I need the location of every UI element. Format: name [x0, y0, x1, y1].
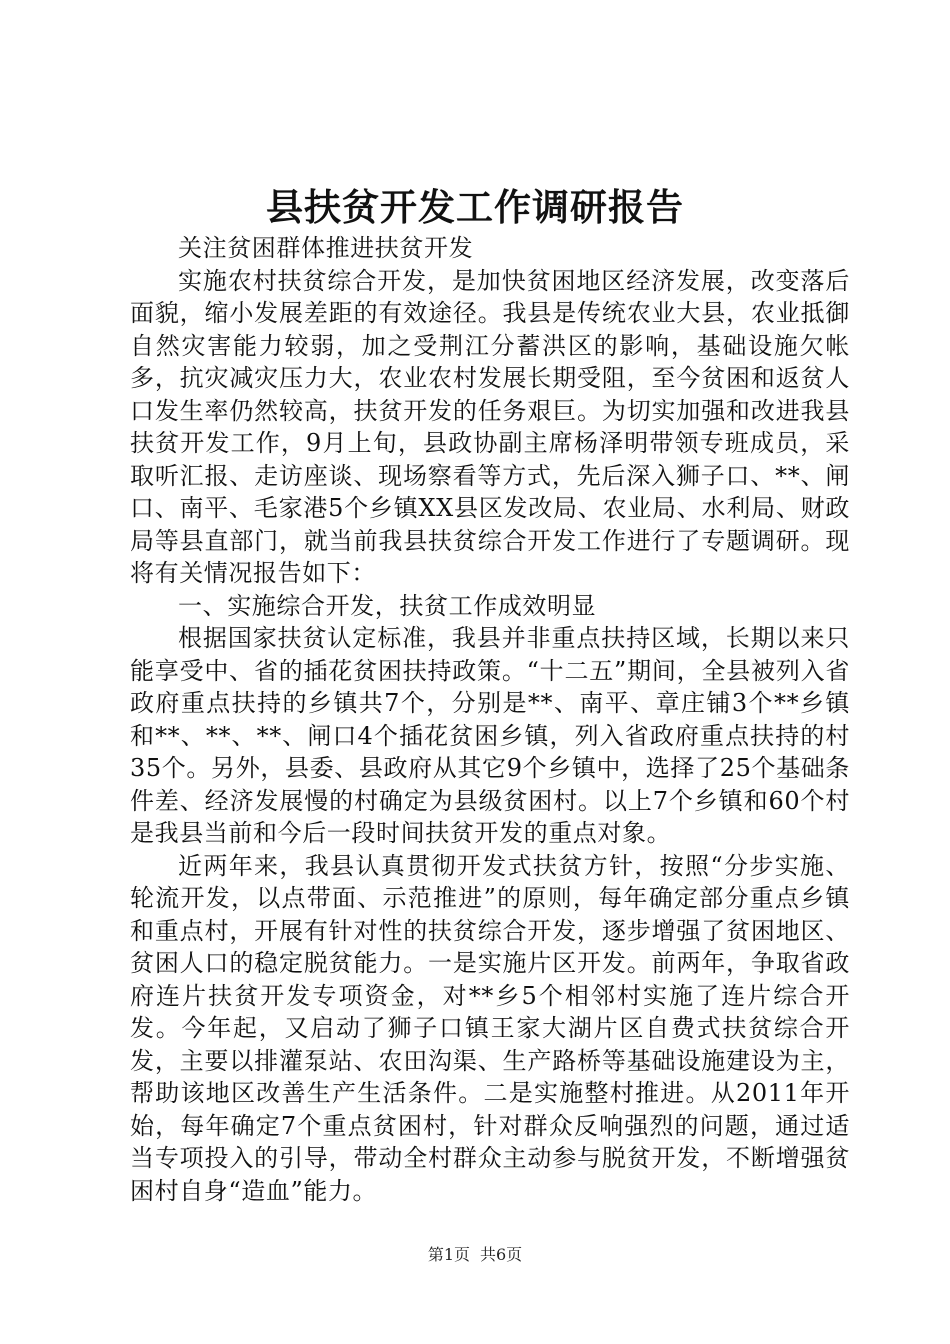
- intro-paragraph: 实施农村扶贫综合开发，是加快贫困地区经济发展，改变落后面貌，缩小发展差距的有效途径。我县是传统农业大县，农业抵御自然灾害能力较弱，加之受荆江分蓄洪区的影响，基础设施欠帐多，抗灾减灾压力大，农业农村发展长期受阻，至今贫困和返贫人口发生率仍然较高，扶贫开发的任务艰巨。为切实加强和改进我县扶贫开发工作，9月上旬，县政协副主席杨泽明带领专班成员，采取听汇报、走访座谈、现场察看等方式，先后深入狮子口、**、闸口、南平、毛家港5个乡镇XX县区发改局、农业局、水利局、财政局等县直部门，就当前我县扶贫综合开发工作进行了专题调研。现将有关情况报告如下：: [130, 266, 850, 587]
- body-paragraph: 根据国家扶贫认定标准，我县并非重点扶持区域，长期以来只能享受中、省的插花贫困扶持政策。“十二五”期间，全县被列入省政府重点扶持的乡镇共7个，分别是**、南平、章庄铺3个**乡镇和**、**、**、闸口4个插花贫困乡镇，列入省政府重点扶持的村35个。另外，县委、县政府从其它9个乡镇中，选择了25个基础条件差、经济发展慢的村确定为县级贫困村。以上7个乡镇和60个村是我县当前和今后一段时间扶贫开发的重点对象。: [130, 624, 850, 847]
- page-total: 共6页: [480, 1245, 523, 1264]
- page-footer: [0, 1244, 950, 1266]
- document-title: 县扶贫开发工作调研报告: [266, 186, 684, 229]
- section-heading: 一、实施综合开发，扶贫工作成效明显: [178, 591, 597, 620]
- body-paragraph: 近两年来，我县认真贯彻开发式扶贫方针，按照“分步实施、轮流开发，以点带面、示范推进”的原则，每年确定部分重点乡镇和重点村，开展有针对性的扶贫综合开发，逐步增强了贫困地区、贫困人口的稳定脱贫能力。一是实施片区开发。前两年，争取省政府连片扶贫开发专项资金，对**乡5个相邻村实施了连片综合开发。今年起，又启动了狮子口镇王家大湖片区自费式扶贫综合开发，主要以排灌泵站、农田沟渠、生产路桥等基础设施建设为主，帮助该地区改善生产生活条件。二是实施整村推进。从2011年开始，每年确定7个重点贫困村，针对群众反响强烈的问题，通过适当专项投入的引导，带动全村群众主动参与脱贫开发，不断增强贫困村自身“造血”能力。: [130, 851, 850, 1205]
- page-number: 第1页: [427, 1245, 470, 1264]
- document-body: [130, 232, 850, 1207]
- subtitle-paragraph: 关注贫困群体推进扶贫开发: [178, 234, 474, 262]
